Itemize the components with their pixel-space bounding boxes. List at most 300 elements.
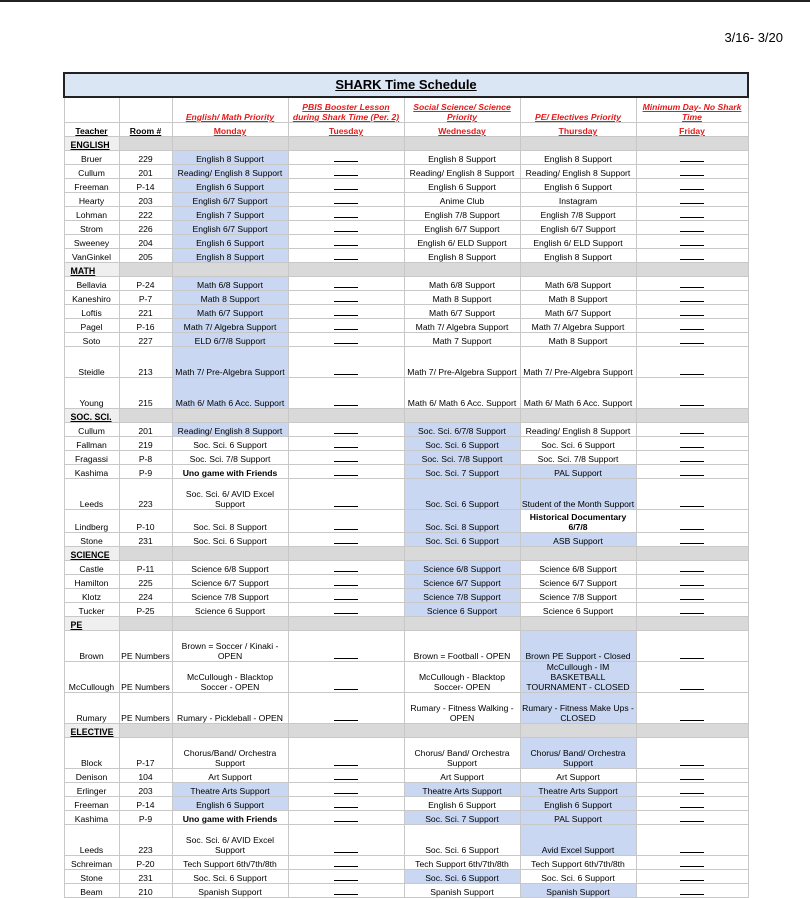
friday-cell	[636, 479, 748, 510]
room-cell: 210	[119, 884, 172, 898]
room-cell: PE Numbers	[119, 631, 172, 662]
monday-cell: ELD 6/7/8 Support	[172, 333, 288, 347]
tuesday-cell	[288, 533, 404, 547]
section-fill	[404, 137, 520, 151]
room-cell: P-9	[119, 811, 172, 825]
shark-time-schedule-table	[63, 72, 749, 898]
section-row	[64, 137, 748, 151]
teacher-cell: Pagel	[64, 319, 119, 333]
monday-cell: Rumary - Pickleball - OPEN	[172, 693, 288, 724]
tuesday-cell	[288, 193, 404, 207]
header-friday: Friday	[636, 123, 748, 137]
friday-cell	[636, 291, 748, 305]
thursday-cell: Science 7/8 Support	[520, 589, 636, 603]
monday-cell: Science 6/7 Support	[172, 575, 288, 589]
teacher-cell: Castle	[64, 561, 119, 575]
thursday-cell: English 6 Support	[520, 179, 636, 193]
room-cell: 203	[119, 193, 172, 207]
section-fill	[636, 137, 748, 151]
blank-line	[334, 527, 358, 530]
wednesday-cell: English 6/ ELD Support	[404, 235, 520, 249]
blank-line	[680, 819, 704, 822]
schedule-row	[64, 333, 748, 347]
schedule-row	[64, 631, 748, 662]
blank-line	[680, 569, 704, 572]
tuesday-cell	[288, 811, 404, 825]
blank-line	[680, 187, 704, 190]
wednesday-cell: Brown = Football - OPEN	[404, 631, 520, 662]
schedule-row	[64, 856, 748, 870]
friday-cell	[636, 603, 748, 617]
tuesday-cell	[288, 235, 404, 249]
blank-line	[334, 372, 358, 375]
room-cell: 205	[119, 249, 172, 263]
wednesday-cell: Math 7 Support	[404, 333, 520, 347]
teacher-cell: McCullough	[64, 662, 119, 693]
header-room: Room #	[119, 123, 172, 137]
room-cell: P-25	[119, 603, 172, 617]
tuesday-cell	[288, 884, 404, 898]
schedule-row	[64, 319, 748, 333]
teacher-cell: Hamilton	[64, 575, 119, 589]
thursday-cell: Theatre Arts Support	[520, 783, 636, 797]
wednesday-cell: Soc. Sci. 6 Support	[404, 479, 520, 510]
schedule-row	[64, 662, 748, 693]
wednesday-cell: Soc. Sci. 6 Support	[404, 825, 520, 856]
teacher-cell: Kashima	[64, 465, 119, 479]
teacher-cell: Leeds	[64, 825, 119, 856]
schedule-row	[64, 510, 748, 533]
schedule-row	[64, 533, 748, 547]
section-row	[64, 409, 748, 423]
wednesday-cell: Science 6 Support	[404, 603, 520, 617]
room-cell: P-9	[119, 465, 172, 479]
priority-wednesday: Social Science/ Science Priority	[404, 97, 520, 123]
room-cell: 226	[119, 221, 172, 235]
schedule-row	[64, 797, 748, 811]
blank-line	[334, 718, 358, 721]
wednesday-cell: Spanish Support	[404, 884, 520, 898]
blank-line	[334, 215, 358, 218]
room-cell: 204	[119, 235, 172, 249]
section-fill	[288, 137, 404, 151]
tuesday-cell	[288, 378, 404, 409]
section-fill	[636, 724, 748, 738]
section-fill	[119, 409, 172, 423]
room-cell: 223	[119, 825, 172, 856]
blank-line	[680, 777, 704, 780]
top-border-line	[0, 0, 810, 2]
room-cell: P-7	[119, 291, 172, 305]
section-fill	[172, 724, 288, 738]
thursday-cell: Math 6/8 Support	[520, 277, 636, 291]
teacher-cell: Kashima	[64, 811, 119, 825]
wednesday-cell: Anime Club	[404, 193, 520, 207]
teacher-cell: Freeman	[64, 797, 119, 811]
header-monday: Monday	[172, 123, 288, 137]
thursday-cell: English 8 Support	[520, 249, 636, 263]
section-fill	[119, 137, 172, 151]
teacher-cell: Freeman	[64, 179, 119, 193]
monday-cell: English 8 Support	[172, 151, 288, 165]
blank-line	[334, 892, 358, 895]
monday-cell: Theatre Arts Support	[172, 783, 288, 797]
monday-cell: Soc. Sci. 6/ AVID Excel Support	[172, 825, 288, 856]
section-name: PE	[64, 617, 119, 631]
teacher-cell: Rumary	[64, 693, 119, 724]
monday-cell: English 6/7 Support	[172, 221, 288, 235]
teacher-cell: Lindberg	[64, 510, 119, 533]
wednesday-cell: Soc. Sci. 7 Support	[404, 465, 520, 479]
section-fill	[288, 724, 404, 738]
monday-cell: Uno game with Friends	[172, 811, 288, 825]
room-cell: 201	[119, 165, 172, 179]
monday-cell: Math 6/ Math 6 Acc. Support	[172, 378, 288, 409]
friday-cell	[636, 319, 748, 333]
blank-line	[334, 597, 358, 600]
blank-line	[680, 583, 704, 586]
blank-line	[334, 656, 358, 659]
thursday-cell: PAL Support	[520, 465, 636, 479]
tuesday-cell	[288, 291, 404, 305]
schedule-row	[64, 291, 748, 305]
monday-cell: Art Support	[172, 769, 288, 783]
room-cell: PE Numbers	[119, 662, 172, 693]
monday-cell: Reading/ English 8 Support	[172, 165, 288, 179]
room-cell: P-20	[119, 856, 172, 870]
priority-cell	[64, 97, 119, 123]
section-fill	[172, 263, 288, 277]
schedule-row	[64, 347, 748, 378]
blank-line	[334, 504, 358, 507]
blank-line	[334, 687, 358, 690]
schedule-row	[64, 769, 748, 783]
section-fill	[288, 409, 404, 423]
wednesday-cell: Rumary - Fitness Walking - OPEN	[404, 693, 520, 724]
thursday-cell: English 6/7 Support	[520, 221, 636, 235]
thursday-cell: PAL Support	[520, 811, 636, 825]
monday-cell: English 6 Support	[172, 179, 288, 193]
monday-cell: Math 8 Support	[172, 291, 288, 305]
monday-cell: Math 6/8 Support	[172, 277, 288, 291]
friday-cell	[636, 662, 748, 693]
blank-line	[680, 504, 704, 507]
tuesday-cell	[288, 179, 404, 193]
teacher-cell: Klotz	[64, 589, 119, 603]
friday-cell	[636, 856, 748, 870]
schedule-row	[64, 465, 748, 479]
blank-line	[680, 243, 704, 246]
friday-cell	[636, 693, 748, 724]
blank-line	[680, 215, 704, 218]
teacher-cell: Stone	[64, 870, 119, 884]
room-cell: P-14	[119, 797, 172, 811]
header-thursday: Thursday	[520, 123, 636, 137]
teacher-cell: Lohman	[64, 207, 119, 221]
schedule-row	[64, 305, 748, 319]
friday-cell	[636, 423, 748, 437]
wednesday-cell: English 8 Support	[404, 151, 520, 165]
friday-cell	[636, 221, 748, 235]
thursday-cell: English 7/8 Support	[520, 207, 636, 221]
tuesday-cell	[288, 783, 404, 797]
wednesday-cell: English 6 Support	[404, 797, 520, 811]
thursday-cell: Art Support	[520, 769, 636, 783]
thursday-cell: ASB Support	[520, 533, 636, 547]
tuesday-cell	[288, 510, 404, 533]
blank-line	[334, 243, 358, 246]
room-cell: 104	[119, 769, 172, 783]
tuesday-cell	[288, 589, 404, 603]
blank-line	[334, 583, 358, 586]
thursday-cell: Math 6/ Math 6 Acc. Support	[520, 378, 636, 409]
room-cell: 215	[119, 378, 172, 409]
friday-cell	[636, 561, 748, 575]
blank-line	[334, 229, 358, 232]
schedule-row	[64, 575, 748, 589]
tuesday-cell	[288, 561, 404, 575]
tuesday-cell	[288, 305, 404, 319]
priority-friday: Minimum Day- No Shark Time	[636, 97, 748, 123]
room-cell: P-10	[119, 510, 172, 533]
blank-line	[334, 569, 358, 572]
section-name: SCIENCE	[64, 547, 119, 561]
room-cell: P-11	[119, 561, 172, 575]
tuesday-cell	[288, 575, 404, 589]
teacher-cell: Loftis	[64, 305, 119, 319]
tuesday-cell	[288, 769, 404, 783]
room-cell: 222	[119, 207, 172, 221]
room-cell: 231	[119, 870, 172, 884]
teacher-cell: Hearty	[64, 193, 119, 207]
section-fill	[404, 409, 520, 423]
wednesday-cell: Art Support	[404, 769, 520, 783]
schedule-row	[64, 451, 748, 465]
monday-cell: Soc. Sci. 6 Support	[172, 533, 288, 547]
schedule-row	[64, 151, 748, 165]
monday-cell: Chorus/Band/ Orchestra Support	[172, 738, 288, 769]
monday-cell: Uno game with Friends	[172, 465, 288, 479]
room-cell: PE Numbers	[119, 693, 172, 724]
blank-line	[680, 173, 704, 176]
section-fill	[119, 617, 172, 631]
thursday-cell: Tech Support 6th/7th/8th	[520, 856, 636, 870]
monday-cell: Reading/ English 8 Support	[172, 423, 288, 437]
blank-line	[680, 805, 704, 808]
header-row	[64, 123, 748, 137]
thursday-cell: Student of the Month Support	[520, 479, 636, 510]
tuesday-cell	[288, 631, 404, 662]
thursday-cell: Math 7/ Algebra Support	[520, 319, 636, 333]
schedule-row	[64, 884, 748, 898]
blank-line	[680, 229, 704, 232]
blank-line	[680, 791, 704, 794]
friday-cell	[636, 305, 748, 319]
priority-tuesday: PBIS Booster Lesson during Shark Time (Per. 2)	[288, 97, 404, 123]
schedule-row	[64, 249, 748, 263]
section-fill	[520, 617, 636, 631]
teacher-cell: Denison	[64, 769, 119, 783]
thursday-cell: Rumary - Fitness Make Ups - CLOSED	[520, 693, 636, 724]
blank-line	[680, 403, 704, 406]
priority-row	[64, 97, 748, 123]
tuesday-cell	[288, 662, 404, 693]
teacher-cell: Bruer	[64, 151, 119, 165]
blank-line	[680, 527, 704, 530]
thursday-cell: Math 8 Support	[520, 333, 636, 347]
friday-cell	[636, 193, 748, 207]
teacher-cell: VanGinkel	[64, 249, 119, 263]
blank-line	[680, 257, 704, 260]
monday-cell: Science 6/8 Support	[172, 561, 288, 575]
monday-cell: English 8 Support	[172, 249, 288, 263]
monday-cell: Soc. Sci. 6 Support	[172, 437, 288, 451]
blank-line	[334, 327, 358, 330]
blank-line	[680, 864, 704, 867]
blank-line	[334, 878, 358, 881]
blank-line	[334, 819, 358, 822]
tuesday-cell	[288, 207, 404, 221]
tuesday-cell	[288, 693, 404, 724]
wednesday-cell: English 7/8 Support	[404, 207, 520, 221]
blank-line	[680, 473, 704, 476]
thursday-cell: Reading/ English 8 Support	[520, 423, 636, 437]
thursday-cell: Math 6/7 Support	[520, 305, 636, 319]
schedule-row	[64, 378, 748, 409]
friday-cell	[636, 783, 748, 797]
blank-line	[680, 159, 704, 162]
friday-cell	[636, 631, 748, 662]
wednesday-cell: Chorus/ Band/ Orchestra Support	[404, 738, 520, 769]
teacher-cell: Soto	[64, 333, 119, 347]
tuesday-cell	[288, 437, 404, 451]
section-name: ELECTIVE	[64, 724, 119, 738]
room-cell: 221	[119, 305, 172, 319]
friday-cell	[636, 533, 748, 547]
section-fill	[520, 547, 636, 561]
thursday-cell: Soc. Sci. 7/8 Support	[520, 451, 636, 465]
thursday-cell: Spanish Support	[520, 884, 636, 898]
teacher-cell: Brown	[64, 631, 119, 662]
thursday-cell: Brown PE Support - Closed	[520, 631, 636, 662]
room-cell: 203	[119, 783, 172, 797]
wednesday-cell: Science 6/7 Support	[404, 575, 520, 589]
thursday-cell: McCullough - IM BASKETBALL TOURNAMENT - CLOSED	[520, 662, 636, 693]
section-fill	[172, 409, 288, 423]
schedule-row	[64, 179, 748, 193]
blank-line	[680, 687, 704, 690]
section-row	[64, 547, 748, 561]
monday-cell: English 6/7 Support	[172, 193, 288, 207]
wednesday-cell: Soc. Sci. 6 Support	[404, 437, 520, 451]
wednesday-cell: Math 7/ Pre-Algebra Support	[404, 347, 520, 378]
monday-cell: Soc. Sci. 7/8 Support	[172, 451, 288, 465]
room-cell: 225	[119, 575, 172, 589]
room-cell: 229	[119, 151, 172, 165]
thursday-cell: Chorus/ Band/ Orchestra Support	[520, 738, 636, 769]
friday-cell	[636, 207, 748, 221]
tuesday-cell	[288, 465, 404, 479]
blank-line	[680, 656, 704, 659]
priority-thursday: PE/ Electives Priority	[520, 97, 636, 123]
section-name: ENGLISH	[64, 137, 119, 151]
blank-line	[334, 805, 358, 808]
thursday-cell: Science 6 Support	[520, 603, 636, 617]
blank-line	[680, 878, 704, 881]
tuesday-cell	[288, 423, 404, 437]
friday-cell	[636, 811, 748, 825]
friday-cell	[636, 333, 748, 347]
blank-line	[680, 718, 704, 721]
section-fill	[119, 547, 172, 561]
blank-line	[680, 763, 704, 766]
friday-cell	[636, 249, 748, 263]
blank-line	[680, 372, 704, 375]
schedule-row	[64, 423, 748, 437]
friday-cell	[636, 165, 748, 179]
tuesday-cell	[288, 603, 404, 617]
blank-line	[680, 892, 704, 895]
schedule-title: SHARK Time Schedule	[335, 77, 477, 92]
tuesday-cell	[288, 151, 404, 165]
thursday-cell: English 6 Support	[520, 797, 636, 811]
monday-cell: English 6 Support	[172, 235, 288, 249]
blank-line	[680, 341, 704, 344]
tuesday-cell	[288, 738, 404, 769]
date-range: 3/16- 3/20	[724, 30, 783, 45]
tuesday-cell	[288, 221, 404, 235]
monday-cell: English 6 Support	[172, 797, 288, 811]
schedule-row	[64, 235, 748, 249]
teacher-cell: Cullum	[64, 165, 119, 179]
thursday-cell: Avid Excel Support	[520, 825, 636, 856]
schedule-row	[64, 561, 748, 575]
friday-cell	[636, 575, 748, 589]
friday-cell	[636, 884, 748, 898]
wednesday-cell: Math 6/ Math 6 Acc. Support	[404, 378, 520, 409]
room-cell: P-24	[119, 277, 172, 291]
blank-line	[680, 313, 704, 316]
schedule-row	[64, 589, 748, 603]
blank-line	[680, 285, 704, 288]
wednesday-cell: Soc. Sci. 6 Support	[404, 533, 520, 547]
schedule-row	[64, 165, 748, 179]
section-fill	[172, 137, 288, 151]
wednesday-cell: English 6/7 Support	[404, 221, 520, 235]
monday-cell: Math 7/ Algebra Support	[172, 319, 288, 333]
room-cell: 231	[119, 533, 172, 547]
tuesday-cell	[288, 870, 404, 884]
wednesday-cell: Theatre Arts Support	[404, 783, 520, 797]
teacher-cell: Cullum	[64, 423, 119, 437]
tuesday-cell	[288, 277, 404, 291]
blank-line	[334, 403, 358, 406]
blank-line	[680, 299, 704, 302]
monday-cell: Math 6/7 Support	[172, 305, 288, 319]
wednesday-cell: Math 6/7 Support	[404, 305, 520, 319]
monday-cell: Soc. Sci. 6/ AVID Excel Support	[172, 479, 288, 510]
wednesday-cell: Soc. Sci. 8 Support	[404, 510, 520, 533]
schedule-row	[64, 193, 748, 207]
blank-line	[334, 341, 358, 344]
blank-line	[334, 299, 358, 302]
friday-cell	[636, 235, 748, 249]
wednesday-cell: Math 8 Support	[404, 291, 520, 305]
priority-cell	[119, 97, 172, 123]
friday-cell	[636, 277, 748, 291]
schedule-row	[64, 221, 748, 235]
room-cell: P-16	[119, 319, 172, 333]
